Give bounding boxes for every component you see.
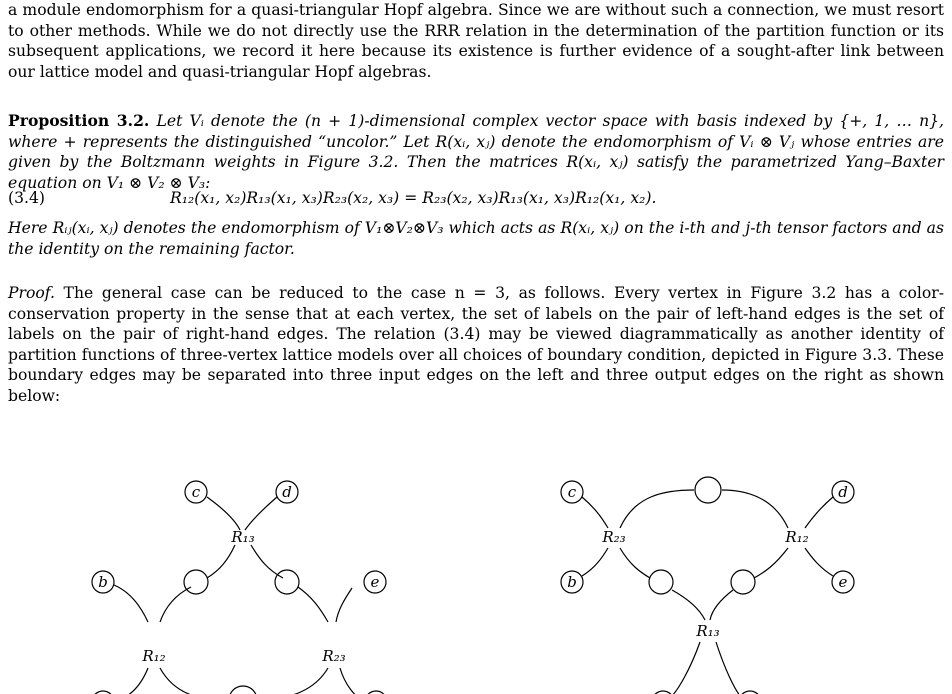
proposition-text: Let Vᵢ denote the (n + 1)-dimensional complex vector space with basis indexed by {+, 1, … n}, where + represents the distinguished “uncolor.” Let R(xᵢ, xⱼ) denote the endomorphism of Vᵢ ⊗ Vⱼ whose entries are given by the Boltzmann weights in Figure 3.2. Then the matrices R(xᵢ, xⱼ) satisfy the parametrized Yang–Baxter equation on V₁ ⊗ V₂ ⊗ V₃: <box>8 112 944 192</box>
right-node-e: e <box>838 573 848 591</box>
left-node-e: e <box>370 573 380 591</box>
right-node-b: b <box>567 573 577 591</box>
left-node-d: d <box>282 483 292 501</box>
proposition-block <box>8 111 944 193</box>
left-node-c: c <box>191 483 201 501</box>
right-diagram <box>561 477 854 694</box>
equation-body: R₁₂(x₁, x₂)R₁₃(x₁, x₃)R₂₃(x₂, x₃) = R₂₃(x₂, x₃)R₁₃(x₁, x₃)R₁₂(x₁, x₂). <box>170 189 657 207</box>
proposition-label: Proposition 3.2. <box>8 111 150 130</box>
right-vertex-label-3: R₁₃ <box>696 622 720 640</box>
proof-text: The general case can be reduced to the case n = 3, as follows. Every vertex in Figure 3.2 has a color-conservation property in the sense that at each vertex, the set of labels on the pair of left-hand edges is the set of labels on the pair of right-hand edges. The relation (3.4) may be viewed diagrammatically as another identity of partition functions of three-vertex lattice models over all choices of boundary condition, depicted in Figure 3.3. These boundary edges may be separated into three input edges on the left and three output edges on the right as shown below: <box>8 284 945 405</box>
left-vertex-label-2: R₁₂ <box>142 647 166 665</box>
left-node-b: b <box>98 573 108 591</box>
left-vertex-label-3: R₂₃ <box>322 647 346 665</box>
paragraph-intro: a module endomorphism for a quasi-triangular Hopf algebra. Since we are without such a connection, we must resort to other methods. While we do not directly use the RRR relation in the determination of the partition function or its subsequent applications, we record it here because its existence is further evidence of a sought-after link between our lattice model and quasi-triangular Hopf algebras. <box>8 1 944 81</box>
proof-paragraph <box>8 283 944 406</box>
right-node-c: c <box>567 483 577 501</box>
right-vertex-label-1: R₂₃ <box>602 528 626 546</box>
equation-number: (3.4) <box>8 189 45 207</box>
proposition-remark: Here Rᵢⱼ(xᵢ, xⱼ) denotes the endomorphism of V₁⊗V₂⊗V₃ which acts as R(xᵢ, xⱼ) on the i-th and j-th tensor factors and as the identity on the remaining factor. <box>8 219 944 258</box>
yang-baxter-diagrams <box>0 470 952 694</box>
proof-label: Proof. <box>8 284 55 302</box>
equation-line <box>8 189 944 211</box>
right-node-d: d <box>838 483 848 501</box>
right-vertex-label-2: R₁₂ <box>785 528 809 546</box>
left-vertex-label-1: R₁₃ <box>231 528 255 546</box>
